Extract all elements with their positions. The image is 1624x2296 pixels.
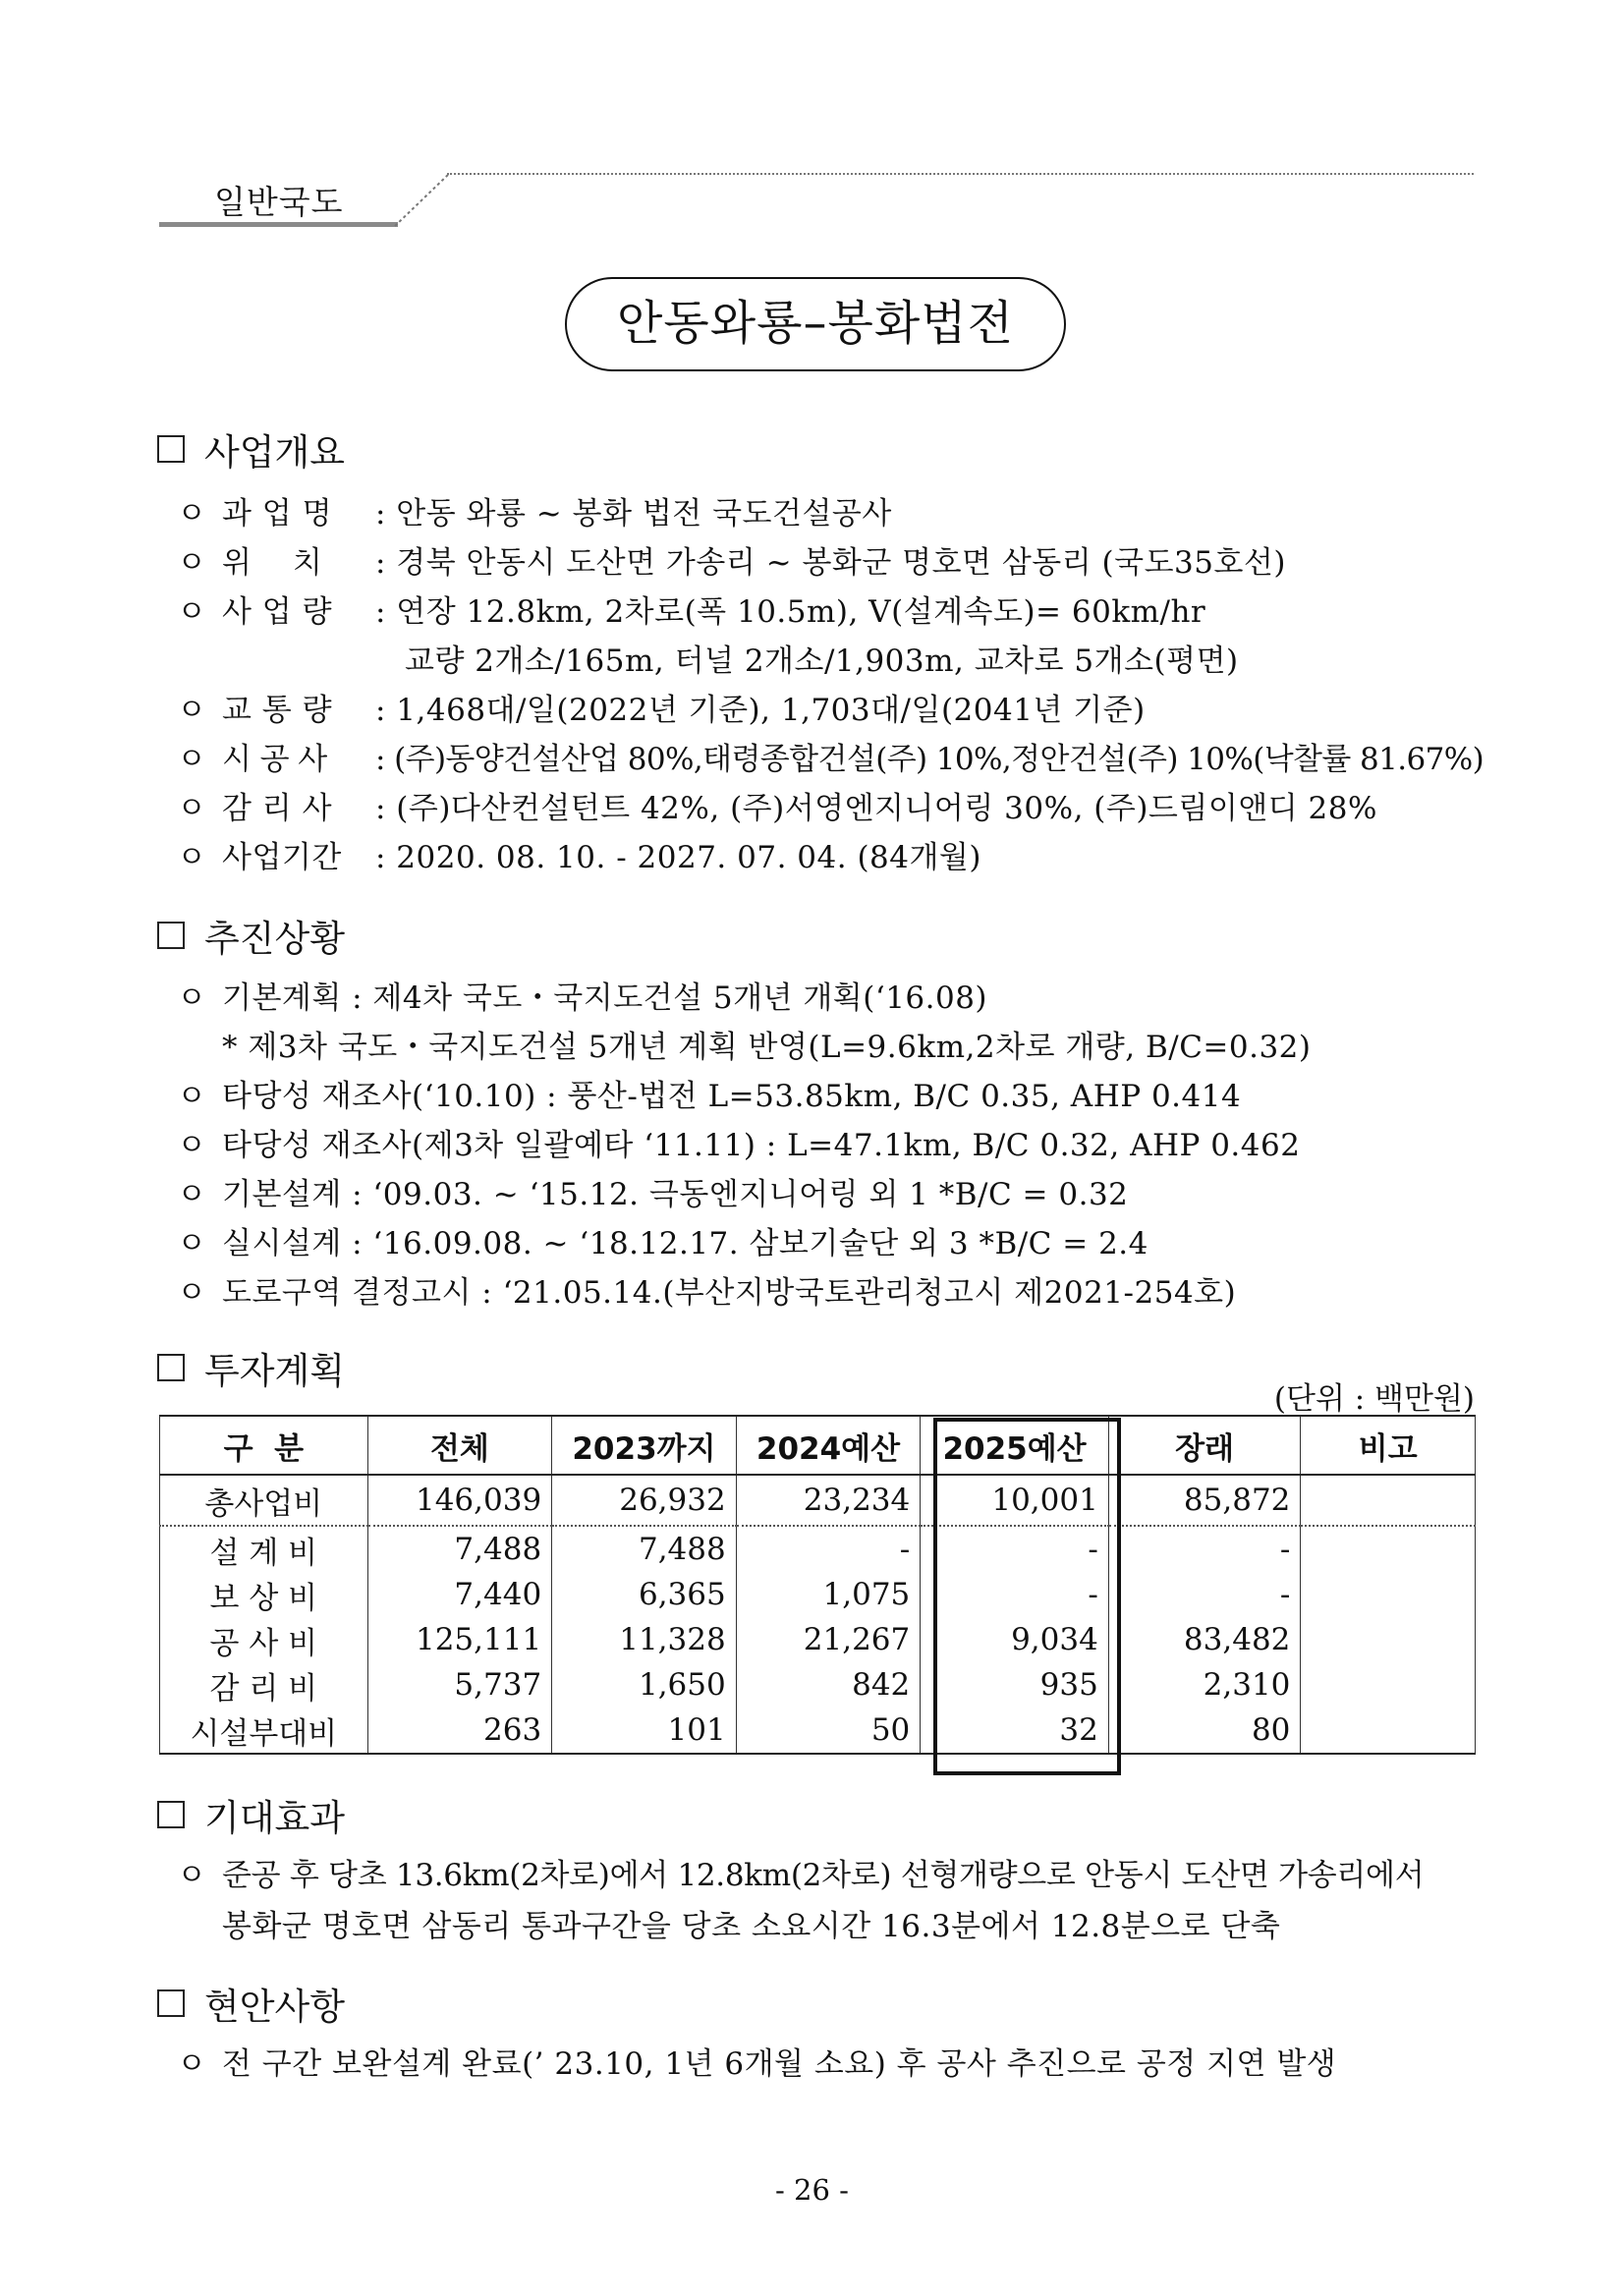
progress-item: ㅇ 기본계획 : 제4차 국도・국지도건설 5개년 개획(‘16.08) — [177, 980, 988, 1016]
overview-item: ㅇ 사 업 량 : 연장 12.8km, 2차로(폭 10.5m), V(설계속도)= 60km/hr — [177, 594, 1206, 630]
overview-item: ㅇ 위 치 : 경북 안동시 도산면 가송리 ~ 봉화군 명호면 삼동리 (국도35호선) — [177, 545, 1286, 581]
table-cell: 935 — [921, 1662, 1109, 1708]
page-number: - 26 - — [775, 2173, 849, 2207]
table-cell — [1301, 1526, 1476, 1572]
table-cell: 80 — [1108, 1708, 1301, 1754]
issues-item: ㅇ 전 구간 보완설계 완료(’ 23.10, 1년 6개월 소요) 후 공사 추진으로 공정 지연 발생 — [177, 2046, 1337, 2082]
table-cell: 32 — [921, 1708, 1109, 1754]
column-header: 비고 — [1301, 1416, 1476, 1475]
table-cell: 2,310 — [1108, 1662, 1301, 1708]
column-header: 전체 — [367, 1416, 552, 1475]
progress-item: ㅇ 기본설계 : ‘09.03. ~ ‘15.12. 극동엔지니어링 외 1 *B/C = 0.32 — [177, 1177, 1129, 1212]
overview-item: ㅇ 시 공 사 : (주)동양건설산업 80%,태령종합건설(주) 10%,정안건설(주) 10%(낙찰률 81.67%) — [177, 742, 1484, 777]
section-issues — [157, 1977, 345, 2030]
header-divider-slant — [393, 171, 452, 228]
section-heading: 투자계획 — [204, 1350, 345, 1392]
column-header: 구 분 — [160, 1416, 368, 1475]
column-header: 2023까지 — [552, 1416, 737, 1475]
checkbox-square-icon — [157, 922, 185, 949]
table-row — [160, 1572, 1476, 1617]
overview-item: ㅇ 감 리 사 : (주)다산컨설턴트 42%, (주)서영엔지니어링 30%, (주)드림이앤디 28% — [177, 791, 1377, 826]
table-cell — [1301, 1662, 1476, 1708]
table-cell: 101 — [552, 1708, 737, 1754]
table-row — [160, 1708, 1476, 1754]
section-investment — [157, 1341, 345, 1394]
section-heading: 사업개요 — [204, 431, 345, 474]
row-label: 공 사 비 — [160, 1617, 368, 1662]
table-cell: 1,075 — [736, 1572, 921, 1617]
table-cell — [1301, 1475, 1476, 1526]
section-overview — [157, 422, 345, 476]
table-cell: 7,440 — [367, 1572, 552, 1617]
row-label: 총사업비 — [160, 1475, 368, 1526]
table-cell — [1301, 1617, 1476, 1662]
checkbox-square-icon — [157, 1989, 185, 2017]
progress-item: ㅇ 타당성 재조사(‘10.10) : 풍산-법전 L=53.85km, B/C 0.35, AHP 0.414 — [177, 1079, 1242, 1114]
table-cell — [1301, 1572, 1476, 1617]
section-progress — [157, 909, 345, 962]
table-cell: 83,482 — [1108, 1617, 1301, 1662]
table-cell: 9,034 — [921, 1617, 1109, 1662]
table-cell: 842 — [736, 1662, 921, 1708]
checkbox-square-icon — [157, 435, 185, 463]
row-label: 보 상 비 — [160, 1572, 368, 1617]
overview-item: ㅇ 과 업 명 : 안동 와룡 ~ 봉화 법전 국도건설공사 — [177, 496, 892, 532]
column-header: 장래 — [1108, 1416, 1301, 1475]
section-category: 일반국도 — [214, 183, 344, 221]
overview-item: ㅇ 교 통 량 : 1,468대/일(2022년 기준), 1,703대/일(2041년 기준) — [177, 693, 1146, 728]
row-label: 시설부대비 — [160, 1708, 368, 1754]
progress-item: ㅇ 타당성 재조사(제3차 일괄예타 ‘11.11) : L=47.1km, B/C 0.32, AHP 0.462 — [177, 1128, 1301, 1163]
table-cell: - — [1108, 1572, 1301, 1617]
table-cell: 11,328 — [552, 1617, 737, 1662]
table-cell — [1301, 1708, 1476, 1754]
row-label: 설 계 비 — [160, 1526, 368, 1572]
checkbox-square-icon — [157, 1354, 185, 1381]
section-heading: 추진상황 — [204, 918, 345, 960]
section-heading: 현안사항 — [204, 1986, 345, 2028]
section-effect — [157, 1788, 345, 1841]
investment-table — [159, 1415, 1476, 1755]
table-cell: 7,488 — [367, 1526, 552, 1572]
effect-item-continuation: 봉화군 명호면 삼동리 통과구간을 당초 소요시간 16.3분에서 12.8분으로 단축 — [222, 1909, 1281, 1944]
table-cell: - — [736, 1526, 921, 1572]
table-cell: 10,001 — [921, 1475, 1109, 1526]
table-cell: 146,039 — [367, 1475, 552, 1526]
page-title: 안동와룡–봉화법전 — [565, 277, 1066, 371]
progress-note: * 제3차 국도・국지도건설 5개년 계획 반영(L=9.6km,2차로 개량, B/C=0.32) — [222, 1030, 1312, 1065]
row-label: 감 리 비 — [160, 1662, 368, 1708]
table-cell: 23,234 — [736, 1475, 921, 1526]
table-cell: 7,488 — [552, 1526, 737, 1572]
column-header: 2025예산 — [921, 1416, 1109, 1475]
effect-item: ㅇ 준공 후 당초 13.6km(2차로)에서 12.8km(2차로) 선형개량으로 안동시 도산면 가송리에서 — [177, 1858, 1425, 1893]
table-cell: 85,872 — [1108, 1475, 1301, 1526]
table-cell: 26,932 — [552, 1475, 737, 1526]
table-row — [160, 1617, 1476, 1662]
column-header: 2024예산 — [736, 1416, 921, 1475]
checkbox-square-icon — [157, 1801, 185, 1828]
table-cell: 21,267 — [736, 1617, 921, 1662]
table-row — [160, 1526, 1476, 1572]
section-heading: 기대효과 — [204, 1797, 345, 1839]
table-row — [160, 1662, 1476, 1708]
table-cell: - — [1108, 1526, 1301, 1572]
table-cell: 125,111 — [367, 1617, 552, 1662]
table-cell: - — [921, 1572, 1109, 1617]
table-cell: - — [921, 1526, 1109, 1572]
table-cell: 6,365 — [552, 1572, 737, 1617]
table-row — [160, 1475, 1476, 1526]
table-header-row — [160, 1416, 1476, 1475]
progress-item: ㅇ 실시설계 : ‘16.09.08. ~ ‘18.12.17. 삼보기술단 외 3 *B/C = 2.4 — [177, 1226, 1148, 1261]
table-cell: 50 — [736, 1708, 921, 1754]
progress-item: ㅇ 도로구역 결정고시 : ‘21.05.14.(부산지방국토관리청고시 제2021-254호) — [177, 1275, 1237, 1311]
header-dotted-rule — [447, 173, 1474, 175]
table-cell: 1,650 — [552, 1662, 737, 1708]
table-cell: 263 — [367, 1708, 552, 1754]
overview-item: ㅇ 사업기간 : 2020. 08. 10. - 2027. 07. 04. (84개월) — [177, 840, 981, 875]
header-underline — [159, 222, 398, 227]
table-cell: 5,737 — [367, 1662, 552, 1708]
unit-label: (단위 : 백만원) — [1273, 1381, 1475, 1417]
overview-item-continuation: 교량 2개소/165m, 터널 2개소/1,903m, 교차로 5개소(평면) — [405, 644, 1239, 679]
